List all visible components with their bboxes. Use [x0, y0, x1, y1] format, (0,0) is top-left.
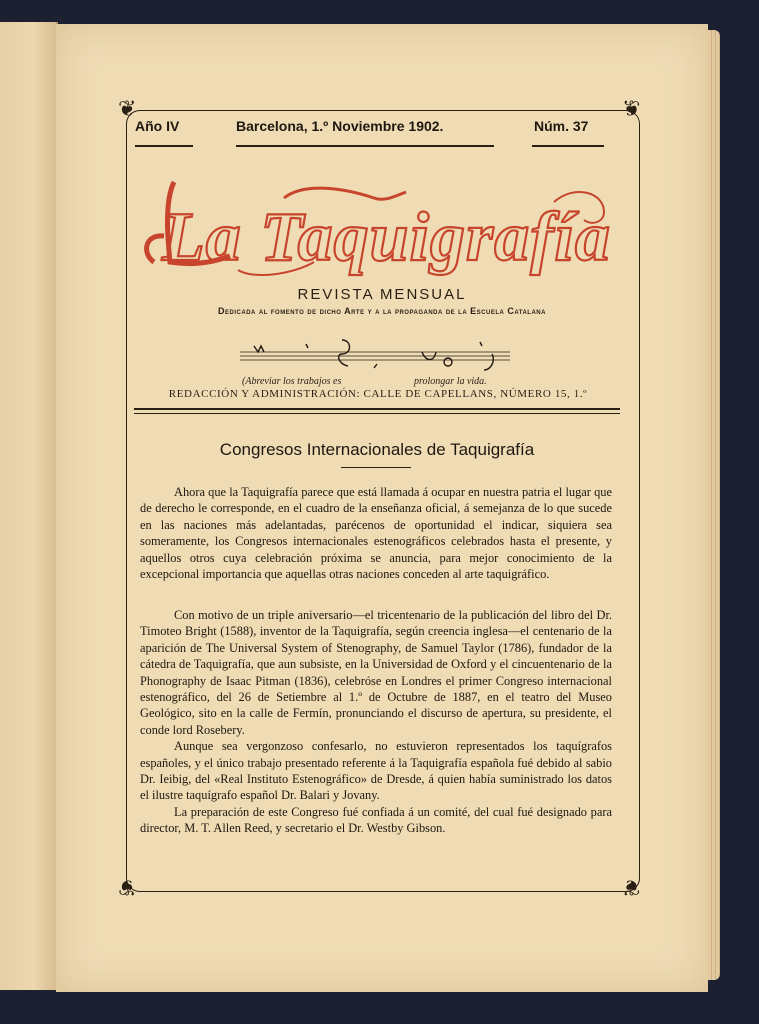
rule-thick [134, 408, 620, 410]
article-paragraph: Con motivo de un triple aniversario—el tricentenario de la publicación del libro del Dr. Timoteo Bright (1588), inventor de la Taquigrafía, según creencia inglesa—el centenario de la aparición de The Universal System of Stenography, de Samuel Taylor (1786), fundador de la cátedra de Taquigrafía, que aun subsiste, en la Universidad de Oxford y el cincuentenario de la Phonography de Isaac Pitman (1836), celebróse en Londres el primer Congreso internacional estenográfico, del 26 de Setiembre al 1.º de Octubre de 1887, en el teatro del Museo Geológico, sito en la calle de Fermín, pronunciando el discurso de apertura, su presidente, el conde lord Rosebery. [140, 608, 612, 737]
dedication-line: Dedicada al fomento de dicho Arte y a la propaganda de la Escuela Catalana [218, 306, 546, 316]
ornament-bottom-left-icon: ❦ [118, 875, 137, 900]
article-paragraph: Aunque sea vergonzoso confesarlo, no estuvieron representados los taquígrafos españoles, y el único trabajo presentado referente á la Taquigrafía española fué debido al sabio Dr. Ieibig, del «Real Instituto Estenográfico» de Dresde, á quien había suministrado los datos el ilustre taquígrafo español Dr. Balari y Jovany. [140, 739, 612, 803]
article-body [140, 484, 612, 582]
date-underline [236, 145, 494, 147]
shorthand-sample [234, 338, 514, 374]
ornament-top-right-icon: ❦ [622, 96, 641, 121]
article-paragraph: La preparación de este Congreso fué confiada á un comité, del cual fué designado para director, M. T. Allen Reed, y secretario el Dr. Westby Gibson. [140, 804, 612, 836]
title-underline [341, 467, 411, 468]
masthead-title: La Taquigrafía [162, 199, 611, 276]
magazine-page [56, 24, 708, 992]
ornament-bottom-right-icon: ❦ [622, 875, 641, 900]
editorial-address: REDACCIÓN Y ADMINISTRACIÓN: CALLE DE CAPELLANS, NÚMERO 15, 1.º [168, 388, 588, 400]
left-page-edge [0, 22, 58, 990]
ornament-top-left-icon: ❦ [118, 96, 137, 121]
motto-left: (Abreviar los trabajos es [242, 376, 342, 387]
magazine-subtitle: REVISTA MENSUAL [297, 286, 467, 303]
issue-number: Núm. 37 [534, 118, 589, 134]
article-paragraph: Ahora que la Taquigrafía parece que está llamada á ocupar en nuestra patria el lugar que de derecho le corresponde, en el cuadro de la enseñanza oficial, á semejanza de lo que sucede en las naciones más adelantadas, parécenos de oportunidad el indicar, siquiera sea someramente, los Congresos internacionales estenográficos celebrados hasta el presente, y aquellos otros cuya celebración próxima se anuncia, para mejor conocimiento de la excepcional importancia que aquellas otras naciones conceden al arte taquigráfico. [140, 485, 612, 582]
motto-right: prolongar la vida. [414, 376, 487, 387]
issue-year: Año IV [135, 118, 180, 134]
rule-thin [134, 413, 620, 414]
masthead-logo [134, 162, 614, 282]
number-underline [532, 145, 604, 147]
article-title: Congresos Internacionales de Taquigrafía [219, 440, 535, 459]
issue-date: Barcelona, 1.º Noviembre 1902. [236, 118, 444, 134]
year-underline [135, 145, 193, 147]
article-body-2 [140, 607, 612, 837]
